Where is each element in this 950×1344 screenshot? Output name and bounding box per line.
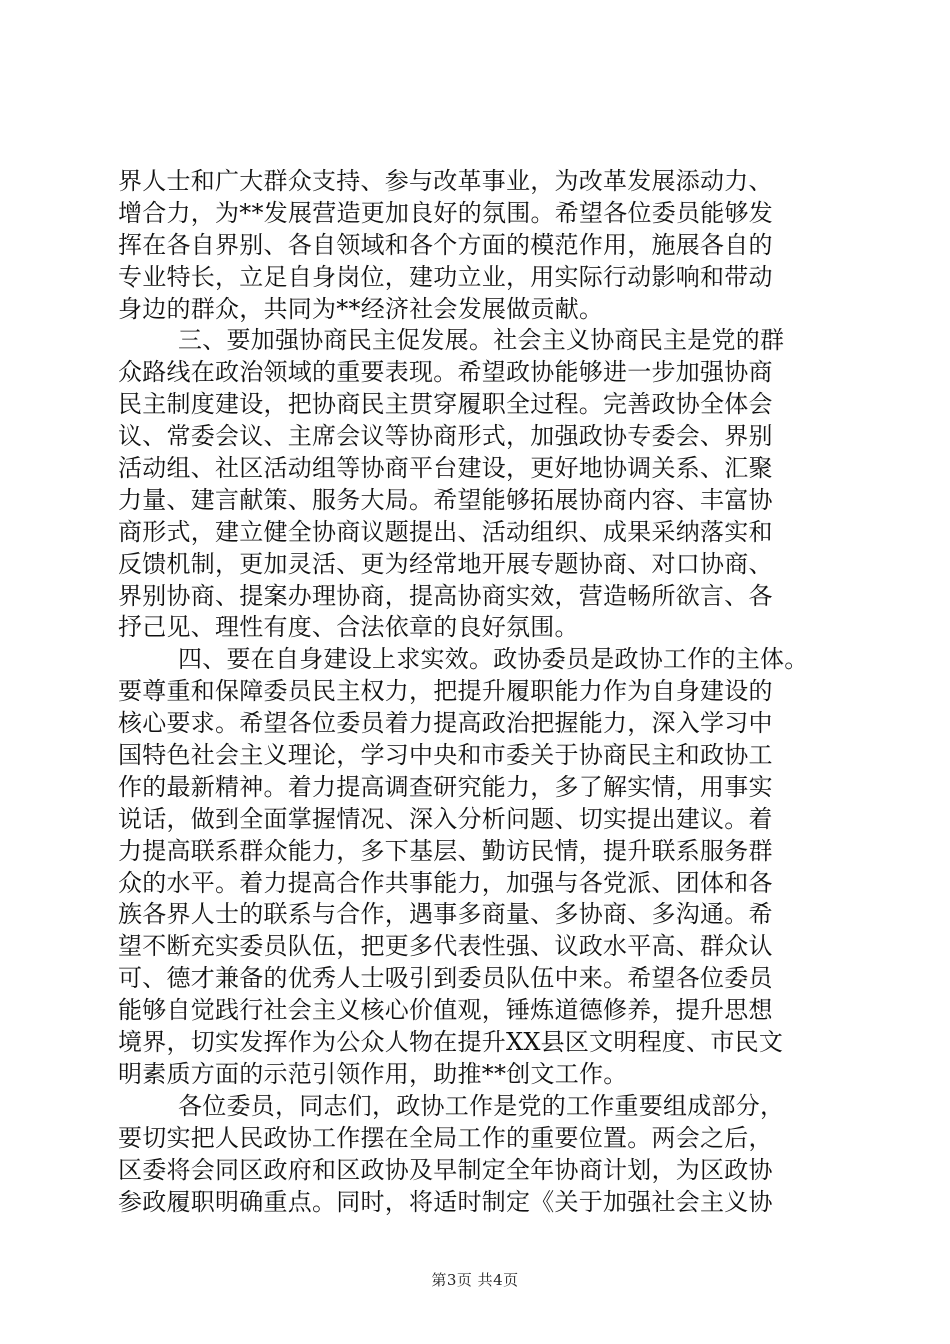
text-line: 界别协商、提案办理协商，提高协商实效，营造畅所欲言、各 — [118, 581, 773, 610]
text-line: 反馈机制，更加灵活、更为经常地开展专题协商、对口协商、 — [118, 549, 773, 578]
text-line: 议、常委会议、主席会议等协商形式，加强政协专委会、界别 — [118, 422, 773, 451]
text-line: 望不断充实委员队伍，把更多代表性强、议政水平高、群众认 — [118, 932, 773, 961]
text-line: 众路线在政治领域的重要表现。希望政协能够进一步加强协商 — [118, 358, 773, 387]
text-line: 参政履职明确重点。同时，将适时制定《关于加强社会主义协 — [118, 1187, 773, 1216]
text-line: 明素质方面的示范引领作用，助推**创文工作。 — [118, 1059, 628, 1088]
text-line: 作的最新精神。着力提高调查研究能力，多了解实情，用事实 — [118, 772, 773, 801]
text-line: 族各界人士的联系与合作，遇事多商量、多协商、多沟通。希 — [118, 900, 773, 929]
paragraph-start-line: 四、要在自身建设上求实效。政协委员是政协工作的主体。 — [178, 645, 809, 674]
text-line: 商形式，建立健全协商议题提出、活动组织、成果采纳落实和 — [118, 517, 773, 546]
text-line: 界人士和广大群众支持、参与改革事业，为改革发展添动力、 — [118, 167, 773, 195]
text-line: 抒己见、理性有度、合法依章的良好氛围。 — [118, 613, 579, 642]
text-line: 众的水平。着力提高合作共事能力，加强与各党派、团体和各 — [118, 868, 773, 897]
page-number-footer: 第3页 共4页 — [431, 1271, 519, 1289]
text-line: 国特色社会主义理论，学习中央和市委关于协商民主和政协工 — [118, 741, 773, 770]
paragraph-start-line: 各位委员，同志们，政协工作是党的工作重要组成部分， — [178, 1091, 785, 1120]
text-line: 说话，做到全面掌握情况、深入分析问题、切实提出建议。着 — [118, 804, 773, 833]
text-line: 要尊重和保障委员民主权力，把提升履职能力作为自身建设的 — [118, 677, 773, 706]
text-line: 境界，切实发挥作为公众人物在提升XX县区文明程度、市民文 — [118, 1028, 784, 1057]
text-line: 民主制度建设，把协商民主贯穿履职全过程。完善政协全体会 — [118, 390, 773, 419]
text-line: 核心要求。希望各位委员着力提高政治把握能力，深入学习中 — [118, 709, 773, 738]
text-line: 可、德才兼备的优秀人士吸引到委员队伍中来。希望各位委员 — [118, 964, 773, 993]
text-line: 要切实把人民政协工作摆在全局工作的重要位置。两会之后， — [118, 1123, 773, 1152]
document-body — [118, 166, 840, 1218]
text-line: 活动组、社区活动组等协商平台建设，更好地协调关系、汇聚 — [118, 454, 773, 483]
text-line: 区委将会同区政府和区政协及早制定全年协商计划，为区政协 — [118, 1155, 773, 1184]
text-line: 增合力，为**发展营造更加良好的氛围。希望各位委员能够发 — [118, 198, 773, 227]
paragraph-start-line: 三、要加强协商民主促发展。社会主义协商民主是党的群 — [178, 326, 785, 355]
text-line: 身边的群众，共同为**经济社会发展做贡献。 — [118, 294, 604, 323]
text-line: 力量、建言献策、服务大局。希望能够拓展协商内容、丰富协 — [118, 485, 773, 514]
text-line: 能够自觉践行社会主义核心价值观，锤炼道德修养，提升思想 — [118, 996, 773, 1025]
text-line: 专业特长，立足自身岗位，建功立业，用实际行动影响和带动 — [118, 262, 773, 291]
text-line: 挥在各自界别、各自领域和各个方面的模范作用，施展各自的 — [118, 230, 773, 259]
text-line: 力提高联系群众能力，多下基层、勤访民情，提升联系服务群 — [118, 836, 773, 865]
